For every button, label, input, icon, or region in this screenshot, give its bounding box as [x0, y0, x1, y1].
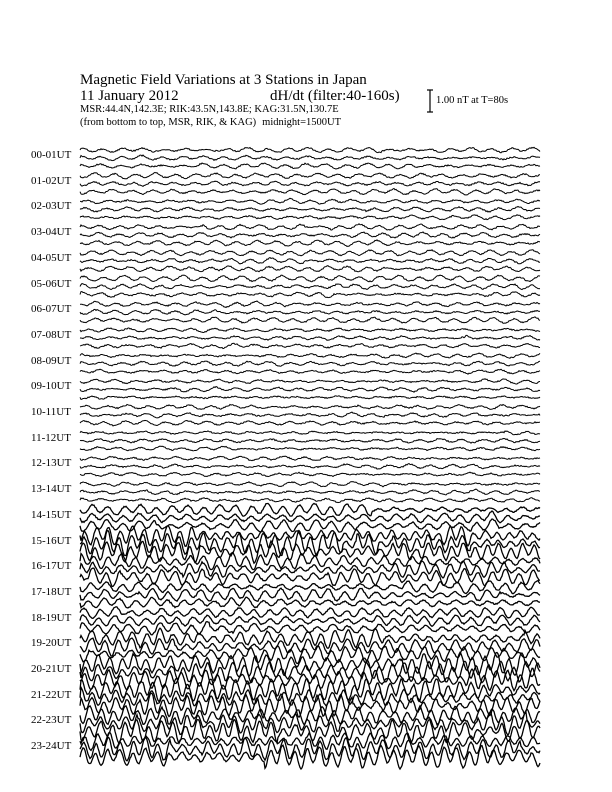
trace-rik-row-10: [80, 412, 540, 418]
trace-msr-row-6: [80, 317, 540, 323]
trace-msr-row-8: [80, 369, 540, 374]
trace-rik-row-19: [80, 638, 540, 656]
hour-label: 14-15UT: [31, 508, 72, 521]
order-note: (from bottom to top, MSR, RIK, & KAG): [80, 117, 257, 128]
hour-label: 13-14UT: [31, 483, 72, 496]
hour-label: 23-24UT: [31, 740, 72, 753]
hour-label: 21-22UT: [31, 688, 72, 701]
hour-label: 10-11UT: [31, 406, 71, 418]
trace-msr-row-2: [80, 215, 540, 220]
trace-kag-row-1: [80, 172, 540, 179]
trace-msr-row-11: [80, 446, 540, 451]
stations-label: MSR:44.4N,142.3E; RIK:43.5N,143.8E; KAG:31.5N,130.7E: [80, 104, 339, 115]
trace-msr-row-9: [80, 396, 540, 400]
trace-rik-row-7: [80, 335, 540, 340]
scale-label: 1.00 nT at T=80s: [436, 95, 509, 106]
trace-kag-row-0: [80, 147, 540, 153]
hour-label: 09-10UT: [31, 380, 72, 393]
trace-kag-row-3: [80, 224, 540, 230]
trace-rik-row-11: [80, 439, 540, 444]
hour-label: 01-02UT: [31, 174, 72, 187]
trace-rik-row-9: [80, 387, 540, 393]
trace-rik-row-0: [80, 155, 540, 161]
trace-rik-row-12: [80, 464, 540, 470]
trace-kag-row-6: [80, 301, 540, 308]
hour-label: 20-21UT: [31, 663, 72, 675]
trace-kag-row-10: [80, 404, 540, 409]
hour-label: 11-12UT: [31, 431, 71, 444]
trace-kag-row-12: [80, 456, 540, 461]
hour-label: 03-04UT: [31, 226, 72, 239]
trace-rik-row-1: [80, 181, 540, 186]
trace-msr-row-4: [80, 266, 540, 272]
trace-rik-row-13: [80, 489, 540, 495]
date-label: 11 January 2012: [80, 88, 179, 104]
trace-rik-row-8: [80, 361, 540, 366]
hour-label: 04-05UT: [31, 251, 72, 264]
hour-label: 12-13UT: [31, 457, 72, 470]
hour-label: 18-19UT: [31, 611, 72, 624]
midnight-note: midnight=1500UT: [262, 117, 342, 128]
trace-rik-row-18: [80, 615, 540, 626]
trace-msr-row-17: [80, 597, 540, 608]
trace-kag-row-7: [80, 328, 540, 333]
trace-msr-row-1: [80, 189, 540, 196]
trace-msr-row-5: [80, 292, 540, 298]
hour-label: 17-18UT: [31, 585, 72, 598]
trace-kag-row-5: [80, 275, 540, 282]
hour-label: 06-07UT: [31, 303, 72, 316]
trace-kag-row-11: [80, 431, 540, 435]
hour-label: 15-16UT: [31, 534, 72, 547]
trace-rik-row-2: [80, 207, 540, 213]
trace-msr-row-10: [80, 420, 540, 426]
hour-label: 19-20UT: [31, 637, 72, 650]
filter-label: dH/dt (filter:40-160s): [270, 88, 400, 104]
trace-msr-row-7: [80, 343, 540, 348]
trace-rik-row-6: [80, 309, 540, 315]
trace-rik-row-5: [80, 284, 540, 290]
hour-label: 22-23UT: [31, 714, 72, 727]
trace-msr-row-3: [80, 240, 540, 247]
trace-rik-row-4: [80, 258, 540, 264]
trace-msr-row-13: [80, 498, 540, 503]
hour-label: 07-08UT: [31, 328, 72, 341]
trace-rik-row-17: [80, 588, 540, 601]
trace-kag-row-4: [80, 250, 540, 256]
trace-msr-row-0: [80, 163, 540, 169]
hour-label: 02-03UT: [31, 200, 72, 213]
trace-rik-row-3: [80, 232, 540, 238]
trace-kag-row-8: [80, 353, 540, 358]
trace-msr-row-12: [80, 472, 540, 477]
hour-label: 00-01UT: [31, 149, 72, 161]
chart-title: Magnetic Field Variations at 3 Stations in Japan: [80, 72, 367, 88]
hour-label: 05-06UT: [31, 277, 72, 290]
hour-label: 16-17UT: [31, 560, 72, 573]
trace-kag-row-2: [80, 198, 540, 204]
trace-msr-row-16: [80, 568, 540, 586]
hour-label: 08-09UT: [31, 354, 72, 367]
trace-kag-row-9: [80, 379, 540, 384]
trace-kag-row-14: [80, 503, 540, 516]
trace-kag-row-13: [80, 482, 540, 487]
